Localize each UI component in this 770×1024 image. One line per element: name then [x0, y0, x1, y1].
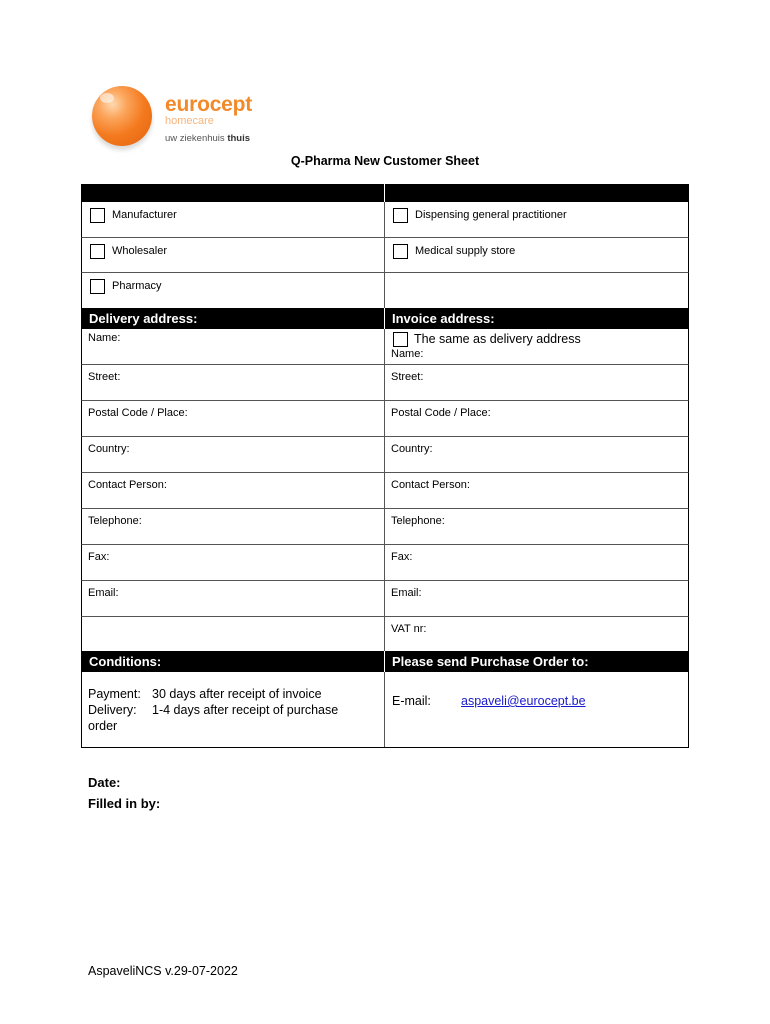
- address-row-name: [81, 329, 689, 365]
- address-row-street: [81, 365, 689, 401]
- address-row-email: [81, 581, 689, 617]
- medical-supply-label: Medical supply store: [415, 245, 516, 257]
- type-row: [81, 273, 689, 308]
- invoice-telephone-field[interactable]: Telephone:: [391, 515, 445, 527]
- delivery-postal-field[interactable]: Postal Code / Place:: [82, 401, 385, 436]
- customer-form: [81, 184, 689, 748]
- invoice-postal-field[interactable]: Postal Code / Place:: [391, 407, 491, 419]
- delivery-name-field[interactable]: Name:: [82, 329, 385, 364]
- type-header-bar: [81, 184, 689, 202]
- wholesaler-checkbox[interactable]: [90, 244, 105, 259]
- eurocept-logo: [92, 86, 252, 152]
- invoice-contact-field[interactable]: Contact Person:: [391, 479, 470, 491]
- filled-in-by-label: Filled in by:: [88, 796, 161, 811]
- delivery-telephone-field[interactable]: Telephone:: [82, 509, 385, 544]
- conditions-text: Payment: 30 days after receipt of invoice Delivery: 1-4 days after receipt of purchase order: [88, 687, 339, 733]
- purchase-order-header: Please send Purchase Order to:: [392, 654, 589, 669]
- type-row: [81, 238, 689, 273]
- delivery-fax-field[interactable]: Fax:: [82, 545, 385, 580]
- logo-ball-icon: [92, 86, 152, 146]
- address-row-telephone: [81, 509, 689, 545]
- address-row-country: [81, 437, 689, 473]
- delivery-street-field[interactable]: Street:: [82, 365, 385, 400]
- date-label: Date:: [88, 775, 121, 790]
- manufacturer-checkbox[interactable]: [90, 208, 105, 223]
- address-row-contact: [81, 473, 689, 509]
- invoice-email-field[interactable]: Email:: [391, 587, 422, 599]
- address-header-bar: [81, 308, 689, 329]
- wholesaler-label: Wholesaler: [112, 245, 168, 257]
- address-row-vat: [81, 617, 689, 651]
- email-link[interactable]: aspaveli@eurocept.be: [461, 694, 586, 708]
- conditions-row: [81, 672, 689, 748]
- address-row-fax: [81, 545, 689, 581]
- conditions-header: Conditions:: [89, 654, 162, 669]
- invoice-vat-field[interactable]: VAT nr:: [391, 623, 427, 635]
- address-row-postal: [81, 401, 689, 437]
- invoice-fax-field[interactable]: Fax:: [391, 551, 413, 563]
- dispensing-label: Dispensing general practitioner: [415, 209, 567, 221]
- invoice-country-field[interactable]: Country:: [391, 443, 433, 455]
- delivery-contact-field[interactable]: Contact Person:: [82, 473, 385, 508]
- same-as-delivery-checkbox[interactable]: [393, 332, 408, 347]
- pharmacy-checkbox[interactable]: [90, 279, 105, 294]
- delivery-email-field[interactable]: Email:: [82, 581, 385, 616]
- invoice-name-field[interactable]: The same as delivery address Name:: [391, 332, 581, 360]
- email-label: E-mail:: [392, 694, 431, 708]
- delivery-address-header: Delivery address:: [89, 311, 198, 326]
- logo-tagline: uw ziekenhuis thuis: [165, 133, 251, 144]
- medical-supply-checkbox[interactable]: [393, 244, 408, 259]
- logo-name: eurocept: [165, 93, 253, 116]
- document-title: Q-Pharma New Customer Sheet: [290, 154, 480, 168]
- invoice-street-field[interactable]: Street:: [391, 371, 424, 383]
- delivery-country-field[interactable]: Country:: [82, 437, 385, 472]
- conditions-header-bar: [81, 651, 689, 672]
- manufacturer-label: Manufacturer: [112, 209, 177, 221]
- pharmacy-label: Pharmacy: [112, 280, 162, 292]
- version-footer: AspaveliNCS v.29-07-2022: [88, 964, 238, 978]
- invoice-address-header: Invoice address:: [392, 311, 495, 326]
- type-row: [81, 202, 689, 238]
- same-as-delivery-label: The same as delivery address: [414, 332, 581, 346]
- dispensing-checkbox[interactable]: [393, 208, 408, 223]
- logo-subtitle: homecare: [165, 115, 214, 127]
